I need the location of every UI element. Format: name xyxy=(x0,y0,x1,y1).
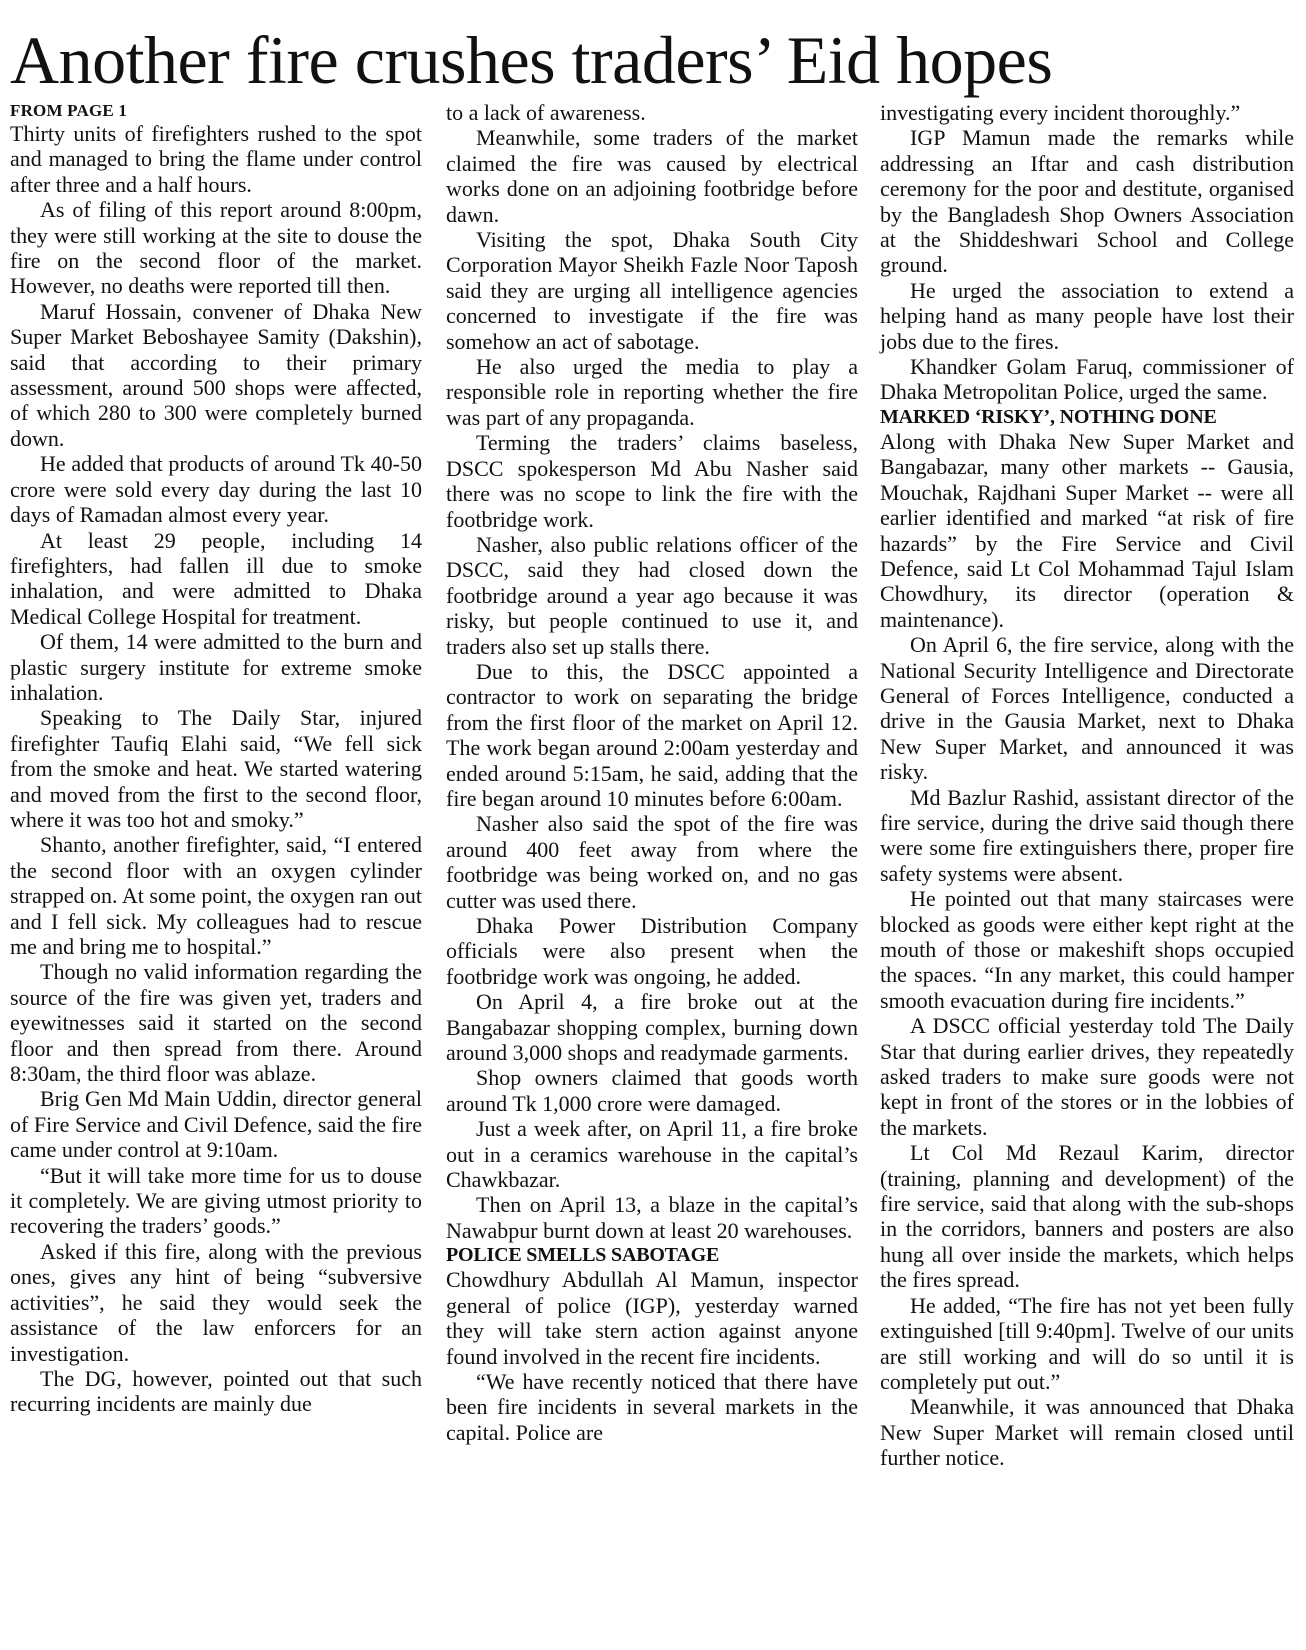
paragraph: Khandker Golam Faruq, commissioner of Dhaka Metropolitan Police, urged the same. xyxy=(880,354,1294,405)
paragraph: Maruf Hossain, convener of Dhaka New Super Market Beboshayee Samity (Dakshin), said that according to their primary assessment, around 500 shops were affected, of which 280 to 300 were completely burned down. xyxy=(10,298,422,451)
paragraph: “But it will take more time for us to douse it completely. We are giving utmost priority to recovering the traders’ goods.” xyxy=(10,1162,422,1239)
paragraph: Chowdhury Abdullah Al Mamun, inspector general of police (IGP), yesterday warned they will take stern action against anyone found involved in the recent fire incidents. xyxy=(446,1267,858,1369)
paragraph: Lt Col Md Rezaul Karim, director (training, planning and development) of the fire service, said that along with the sub-shops in the corridors, banners and posters are also hung all over inside the markets, which helps the fires spread. xyxy=(880,1140,1294,1293)
paragraph: He pointed out that many staircases were blocked as goods were either kept right at the mouth of those or makeshift shops occupied the spaces. “In any market, this could hamper smooth evacuation during fire incidents.” xyxy=(880,886,1294,1013)
paragraph: Visiting the spot, Dhaka South City Corporation Mayor Sheikh Fazle Noor Taposh said they are urging all intelligence agencies concerned to investigate if the fire was somehow an act of sabotage. xyxy=(446,227,858,354)
paragraph: On April 4, a fire broke out at the Bangabazar shopping complex, burning down around 3,000 shops and readymade garments. xyxy=(446,989,858,1066)
paragraph: On April 6, the fire service, along with the National Security Intelligence and Directorate General of Forces Intelligence, conducted a drive in the Gausia Market, next to Dhaka New Super Market, and announced it was risky. xyxy=(880,632,1294,785)
paragraph: Then on April 13, a blaze in the capital’s Nawabpur burnt down at least 20 warehouses. xyxy=(446,1192,858,1243)
subheading-marked-risky: MARKED ‘RISKY’, NOTHING DONE xyxy=(880,405,1217,428)
headline: Another fire crushes traders’ Eid hopes xyxy=(10,22,1053,98)
paragraph: He added, “The fire has not yet been fully extinguished [till 9:40pm]. Twelve of our units are still working and will do so until it is completely put out.” xyxy=(880,1292,1294,1394)
paragraph: IGP Mamun made the remarks while addressing an Iftar and cash distribution ceremony for the poor and destitute, organised by the Bangladesh Shop Owners Association at the Shiddeshwari School and College ground. xyxy=(880,125,1294,278)
paragraph: Along with Dhaka New Super Market and Bangabazar, many other markets -- Gausia, Mouchak, Rajdhani Super Market -- were all earlier identified and marked “at risk of fire hazards” by the Fire Service and Civil Defence, said Lt Col Mohammad Tajul Islam Chowdhury, its director (operation & maintenance). xyxy=(880,428,1294,632)
paragraph: He urged the association to extend a helping hand as many people have lost their jobs due to the fires. xyxy=(880,277,1294,354)
paragraph: The DG, however, pointed out that such recurring incidents are mainly due xyxy=(10,1365,422,1417)
paragraph: Meanwhile, some traders of the market claimed the fire was caused by electrical works done on an adjoining footbridge before dawn. xyxy=(446,125,858,227)
paragraph: Shop owners claimed that goods worth around Tk 1,000 crore were damaged. xyxy=(446,1065,858,1116)
paragraph: Due to this, the DSCC appointed a contractor to work on separating the bridge from the first floor of the market on April 12. The work began around 2:00am yesterday and ended around 5:15am, he said, adding that the fire began around 10 minutes before 6:00am. xyxy=(446,658,858,811)
paragraph: Brig Gen Md Main Uddin, director general of Fire Service and Civil Defence, said the fire came under control at 9:10am. xyxy=(10,1086,422,1163)
column-3 xyxy=(880,100,1294,1471)
paragraph: A DSCC official yesterday told The Daily Star that during earlier drives, they repeatedly asked traders to make sure goods were not kept in front of the stores or in the lobbies of the markets. xyxy=(880,1013,1294,1140)
paragraph: Meanwhile, it was announced that Dhaka New Super Market will remain closed until further notice. xyxy=(880,1394,1294,1471)
subheading-police-smells-sabotage: POLICE SMELLS SABOTAGE xyxy=(446,1244,720,1267)
paragraph: He added that products of around Tk 40-50 crore were sold every day during the last 10 days of Ramadan almost every year. xyxy=(10,451,422,528)
kicker: FROM PAGE 1 xyxy=(10,101,128,120)
paragraph: Md Bazlur Rashid, assistant director of the fire service, during the drive said though there were some fire extinguishers there, proper fire safety systems were absent. xyxy=(880,784,1294,886)
column-1 xyxy=(10,100,422,1417)
paragraph: Thirty units of firefighters rushed to the spot and managed to bring the flame under control after three and a half hours. xyxy=(10,121,422,197)
paragraph: Of them, 14 were admitted to the burn and plastic surgery institute for extreme smoke inhalation. xyxy=(10,629,422,705)
paragraph: Nasher, also public relations officer of the DSCC, said they had closed down the footbridge around a year ago because it was risky, but people continued to use it, and traders also set up stalls there. xyxy=(446,531,858,659)
column-2 xyxy=(446,100,858,1445)
paragraph: Asked if this fire, along with the previous ones, gives any hint of being “subversive activities”, he said they would seek the assistance of the law enforcers for an investigation. xyxy=(10,1238,422,1366)
paragraph: Dhaka Power Distribution Company officials were also present when the footbridge work was ongoing, he added. xyxy=(446,913,858,989)
paragraph: Nasher also said the spot of the fire was around 400 feet away from where the footbridge was being worked on, and no gas cutter was used there. xyxy=(446,811,858,913)
paragraph: “We have recently noticed that there have been fire incidents in several markets in the capital. Police are xyxy=(446,1368,858,1445)
paragraph: Speaking to The Daily Star, injured firefighter Taufiq Elahi said, “We fell sick from the smoke and heat. We started watering and moved from the first to the second floor, where it was too hot and smoky.” xyxy=(10,705,422,832)
paragraph: He also urged the media to play a responsible role in reporting whether the fire was part of any propaganda. xyxy=(446,354,858,430)
paragraph: Though no valid information regarding the source of the fire was given yet, traders and eyewitnesses said it started on the second floor and then spread from there. Around 8:30am, the third floor was ablaze. xyxy=(10,959,422,1087)
paragraph: investigating every incident thoroughly.” xyxy=(880,100,1241,125)
paragraph: Shanto, another firefighter, said, “I entered the second floor with an oxygen cylinder strapped on. At some point, the oxygen ran out and I fell sick. My colleagues had to rescue me and bring me to hospital.” xyxy=(10,832,422,959)
paragraph: Just a week after, on April 11, a fire broke out in a ceramics warehouse in the capital’s Chawkbazar. xyxy=(446,1116,858,1193)
paragraph: Terming the traders’ claims baseless, DSCC spokesperson Md Abu Nasher said there was no scope to link the fire with the footbridge work. xyxy=(446,430,858,532)
paragraph: As of filing of this report around 8:00pm, they were still working at the site to douse the fire on the second floor of the market. However, no deaths were reported till then. xyxy=(10,197,422,299)
paragraph: At least 29 people, including 14 firefighters, had fallen ill due to smoke inhalation, and were admitted to Dhaka Medical College Hospital for treatment. xyxy=(10,527,422,629)
paragraph: to a lack of awareness. xyxy=(446,100,646,125)
